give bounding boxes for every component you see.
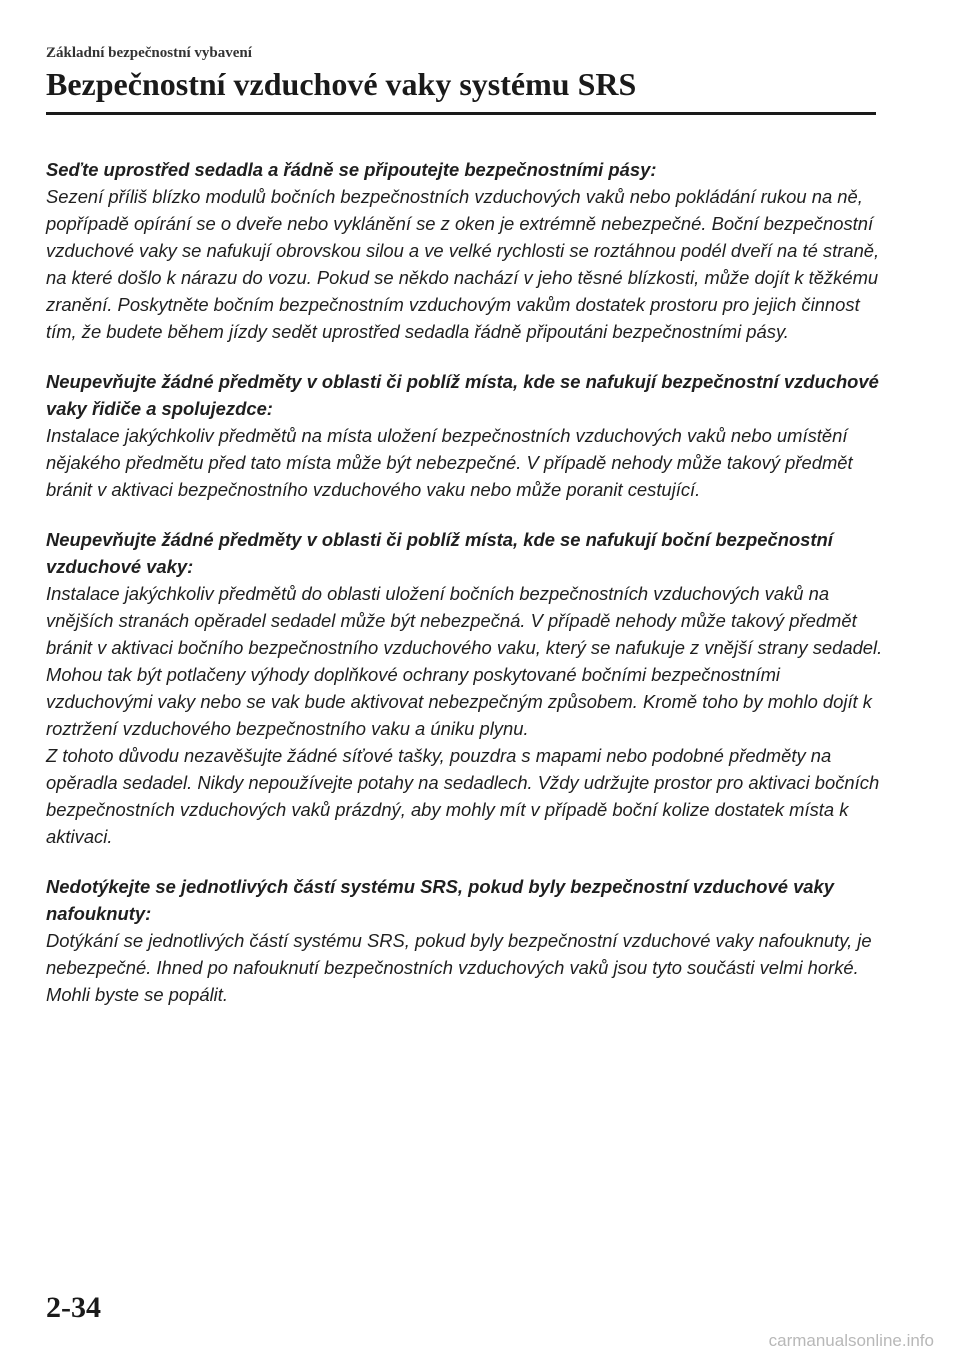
paragraph-body bbox=[46, 927, 886, 1008]
page-header bbox=[46, 44, 876, 115]
paragraph-heading: Neupevňujte žádné předměty v oblasti či poblíž místa, kde se nafukují bezpečnostní vzduchové vaky řidiče a spolujezdce: bbox=[46, 371, 879, 419]
section-label: Základní bezpečnostní vybavení bbox=[46, 45, 252, 61]
warning-content bbox=[46, 156, 886, 1031]
warning-paragraph bbox=[46, 368, 886, 503]
paragraph-body bbox=[46, 580, 886, 850]
paragraph-text: Instalace jakýchkoliv předmětů do oblasti uložení bočních bezpečnostních vzduchových vaků na vnějších stranách opěradel sedadel může být nebezpečná. V případě nehody může takový předmět bránit v aktivaci bočního bezpečnostního vzduchového vaku, který se nafukuje z vnější strany sedadel. Mohou tak být potlačeny výhody doplňkové ochrany poskytované bočními bezpečnostními vzduchovými vaky nebo se vak bude aktivovat nebezpečným způsobem. Kromě toho by mohlo dojít k roztržení vzduchového bezpečnostního vaku a úniku plynu. bbox=[46, 583, 883, 739]
paragraph-text: Sezení příliš blízko modulů bočních bezpečnostních vzduchových vaků nebo pokládání rukou na ně, popřípadě opírání se o dveře nebo vyklánění se z oken je extrémně nebezpečné. Boční bezpečnostní vzduchové vaky se nafukují obrovskou silou a ve velké rychlosti se roztáhnou podél dveří na té straně, na které došlo k nárazu do vozu. Pokud se někdo nachází v jeho těsné blízkosti, může dojít k těžkému zranění. Poskytněte bočním bezpečnostním vzduchovým vakům dostatek prostoru pro jejich činnost tím, že budete během jízdy sedět uprostřed sedadla řádně připoutáni bezpečnostními pásy. bbox=[46, 186, 880, 342]
paragraph-text: Instalace jakýchkoliv předmětů na místa uložení bezpečnostních vzduchových vaků nebo umístění nějakého předmětu před tato místa může být nebezpečné. V případě nehody může takový předmět bránit v aktivaci bezpečnostního vzduchového vaku nebo může poranit cestující. bbox=[46, 425, 853, 500]
warning-paragraph bbox=[46, 873, 886, 1008]
chapter-title: Bezpečnostní vzduchové vaky systému SRS bbox=[46, 66, 637, 102]
paragraph-heading: Seďte uprostřed sedadla a řádně se připoutejte bezpečnostními pásy: bbox=[46, 159, 657, 180]
title-divider bbox=[46, 112, 876, 115]
paragraph-heading: Neupevňujte žádné předměty v oblasti či poblíž místa, kde se nafukují boční bezpečnostní vzduchové vaky: bbox=[46, 529, 833, 577]
paragraph-text: Dotýkání se jednotlivých částí systému SRS, pokud byly bezpečnostní vzduchové vaky nafouknuty, je nebezpečné. Ihned po nafouknutí bezpečnostních vzduchových vaků jsou tyto součásti velmi horké. Mohli byste se popálit. bbox=[46, 930, 872, 1005]
paragraph-body bbox=[46, 422, 886, 503]
paragraph-body bbox=[46, 183, 886, 345]
warning-paragraph bbox=[46, 526, 886, 850]
paragraph-heading: Nedotýkejte se jednotlivých částí systému SRS, pokud byly bezpečnostní vzduchové vaky nafouknuty: bbox=[46, 876, 834, 924]
page-number: 2-34 bbox=[46, 1291, 101, 1324]
paragraph-text: Z tohoto důvodu nezavěšujte žádné síťové tašky, pouzdra s mapami nebo podobné předměty na opěradla sedadel. Nikdy nepoužívejte potahy na sedadlech. Vždy udržujte prostor pro aktivaci bočních bezpečnostních vzduchových vaků prázdný, aby mohly mít v případě boční kolize dostatek místa k aktivaci. bbox=[46, 745, 880, 847]
warning-paragraph bbox=[46, 156, 886, 345]
watermark: carmanualsonline.info bbox=[768, 1331, 934, 1350]
